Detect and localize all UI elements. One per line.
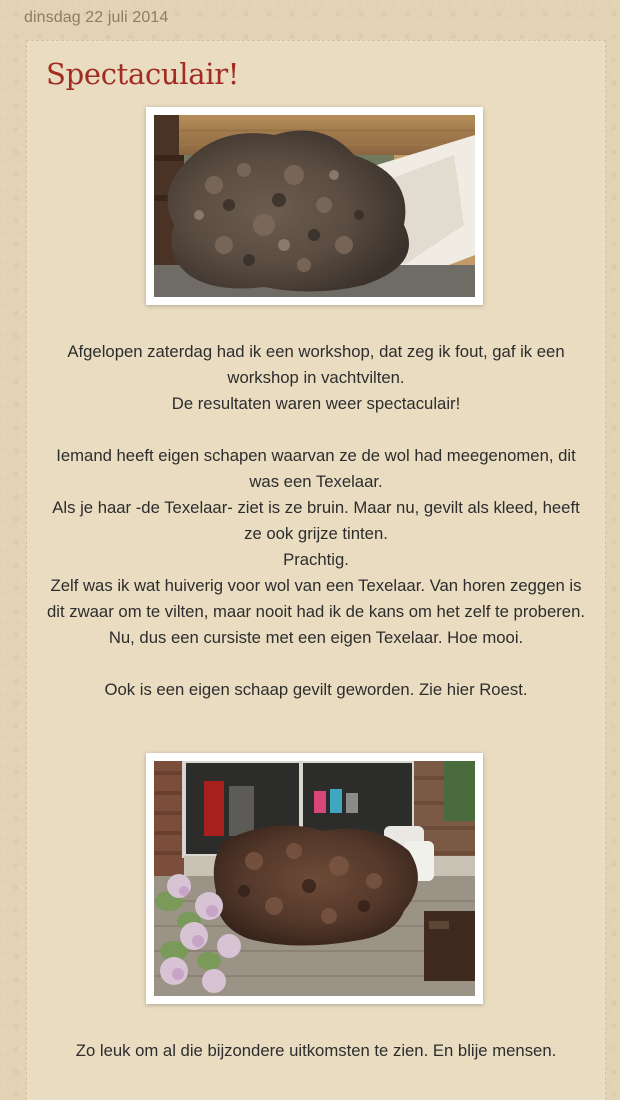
- post-photo-2[interactable]: [146, 753, 483, 1004]
- paragraph: Afgelopen zaterdag had ik een workshop, dat zeg ik fout, gaf ik een workshop in vachtvilten.: [67, 342, 565, 387]
- paragraph: Iemand heeft eigen schapen waarvan ze de wol had meegenomen, dit was een Texelaar.: [56, 446, 576, 491]
- date-header: dinsdag 22 juli 2014: [24, 9, 169, 26]
- sheepskin-on-terrace-bench-photo: [154, 761, 475, 996]
- paragraph: Als je haar -de Texelaar- ziet is ze bruin. Maar nu, gevilt als kleed, heeft ze ook grijze tinten.: [52, 498, 580, 543]
- paragraph: Zelf was ik wat huiverig voor wol van een Texelaar. Van horen zeggen is dit zwaar om te vilten, maar nooit had ik de kans om het zelf te proberen. Nu, dus een cursiste met een eigen Texelaar. Hoe mooi.: [47, 576, 585, 647]
- post-body-2: [47, 1038, 585, 1064]
- paragraph: Ook is een eigen schaap gevilt geworden. Zie hier Roest.: [104, 680, 528, 699]
- sheepskin-on-bench-photo: [154, 115, 475, 297]
- blog-post: [26, 40, 606, 1100]
- post-body-1: [47, 339, 585, 703]
- post-photo-1[interactable]: [146, 107, 483, 305]
- paragraph: Zo leuk om al die bijzondere uitkomsten te zien. En blije mensen.: [75, 1041, 557, 1060]
- paragraph: Prachtig.: [283, 550, 349, 569]
- paragraph: De resultaten waren weer spectaculair!: [171, 394, 461, 413]
- post-title[interactable]: Spectaculair!: [46, 57, 240, 91]
